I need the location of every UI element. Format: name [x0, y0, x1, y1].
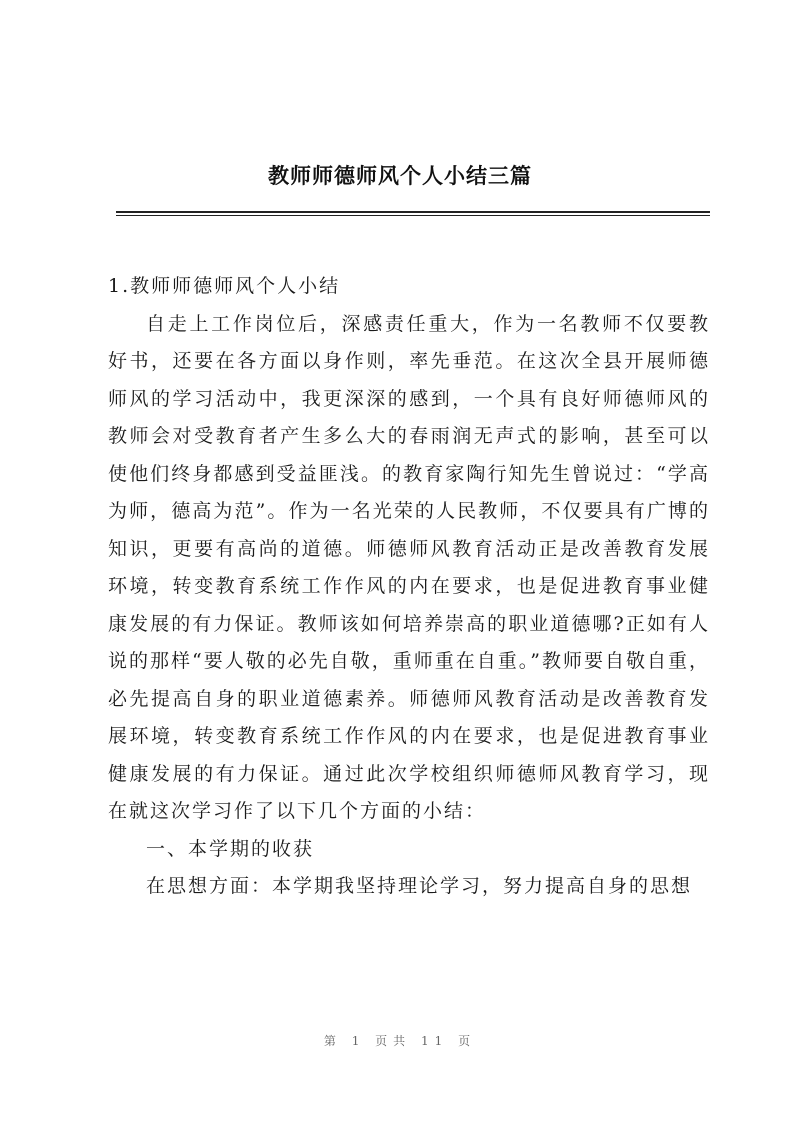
title-divider — [116, 211, 710, 216]
document-title: 教师师德师风个人小结三篇 — [268, 163, 532, 188]
page-footer: 第 1 页共 11 页 — [323, 1034, 477, 1048]
body-paragraph: 自走上工作岗位后，深感责任重大，作为一名教师不仅要教好书，还要在各方面以身作则，率先垂范。在这次全县开展师德师风的学习活动中，我更深深的感到，一个具有良好师德师风的教师会对受教育者产生多么大的春雨润无声式的影响，甚至可以使他们终身都感到受益匪浅。的教育家陶行知先生曾说过：“学高为师，德高为范”。作为一名光荣的人民教师，不仅要具有广博的知识，更要有高尚的道德。师德师风教育活动正是改善教育发展环境，转变教育系统工作作风的内在要求，也是促进教育事业健康发展的有力保证。教师该如何培养崇高的职业道德哪?正如有人说的那样“要人敬的必先自敬，重师重在自重。”教师要自敬自重，必先提高自身的职业道德素养。师德师风教育活动是改善教育发展环境，转变教育系统工作作风的内在要求，也是促进教育事业健康发展的有力保证。通过此次学校组织师德师风教育学习，现在就这次学习作了以下几个方面的小结： — [108, 312, 710, 822]
section-heading: 1.教师师德师风个人小结 — [108, 275, 341, 297]
body-paragraph: 在思想方面：本学期我坚持理论学习，努力提高自身的思想 — [146, 875, 693, 897]
document-body — [108, 268, 710, 906]
subsection-heading: 一、本学期的收获 — [146, 837, 315, 860]
